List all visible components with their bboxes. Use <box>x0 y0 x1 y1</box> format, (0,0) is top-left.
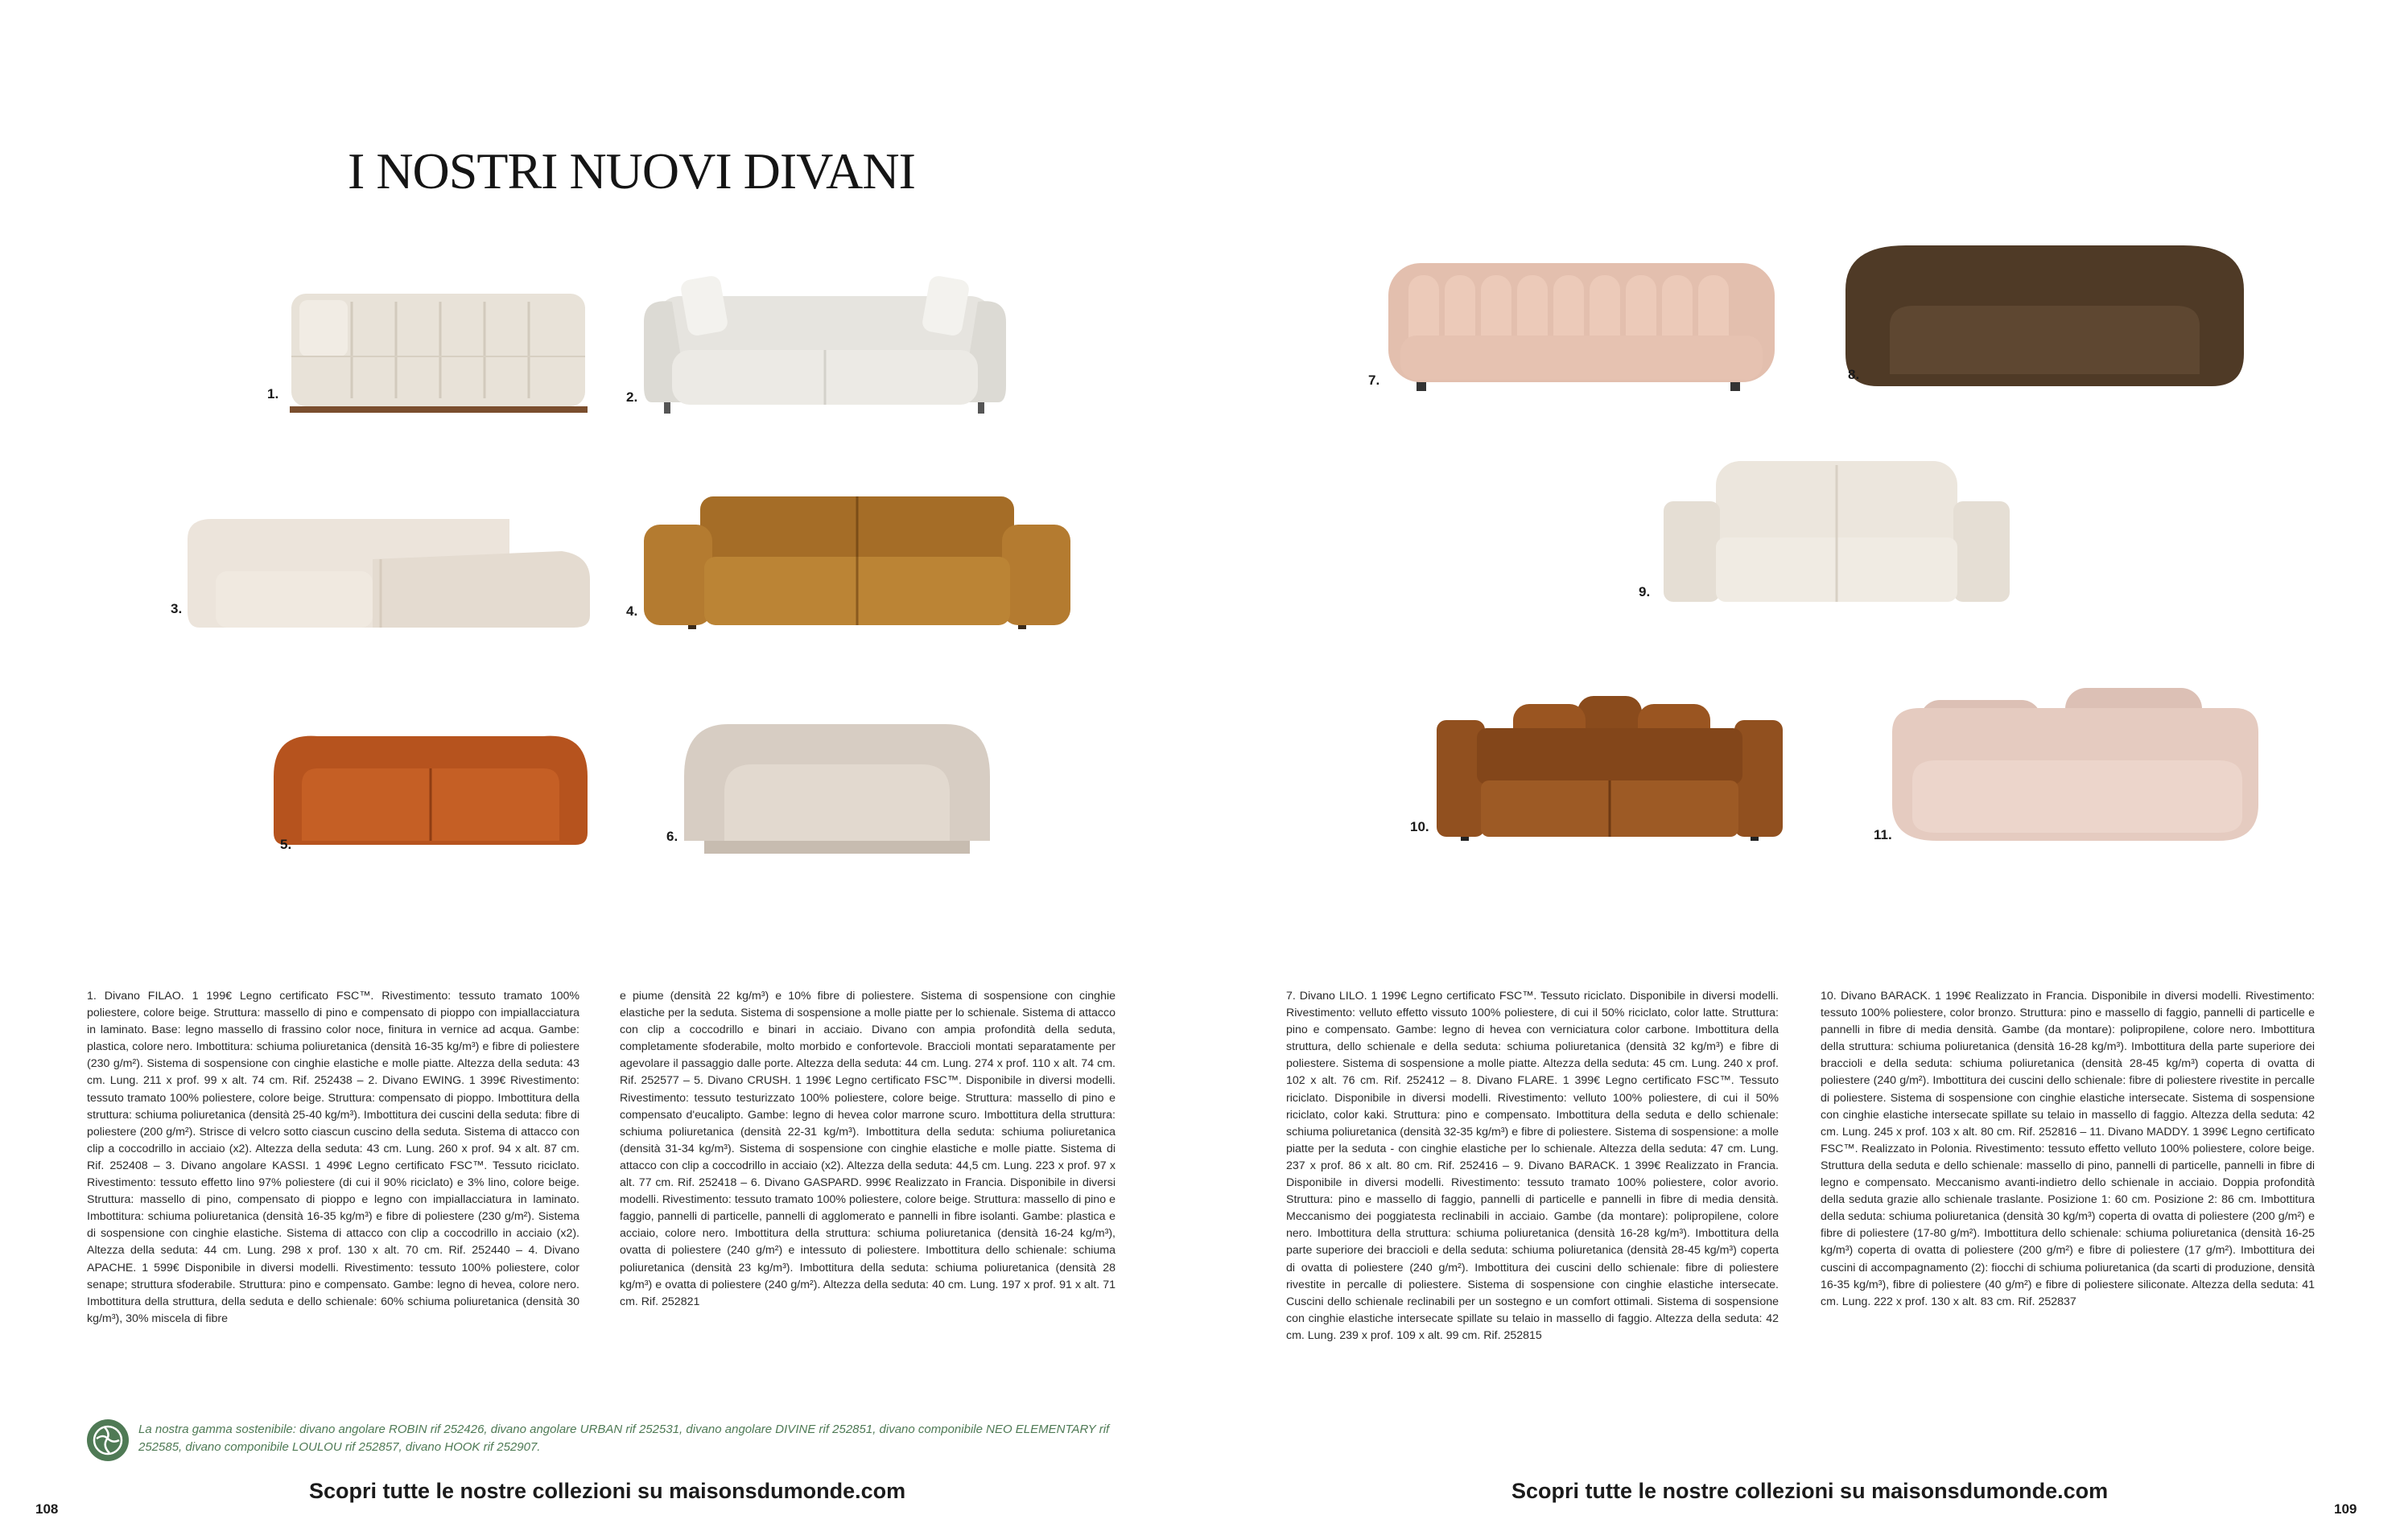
sofa-image-3 <box>184 515 594 632</box>
sofa-number: 3. <box>171 601 183 616</box>
sofa-image-5 <box>270 728 592 849</box>
sofa-number: 7. <box>1368 373 1380 388</box>
sofa-number: 8. <box>1848 367 1860 382</box>
description-column-1 <box>87 988 579 1328</box>
sofa-image-11 <box>1888 684 2262 845</box>
sofa-number: 10. <box>1410 819 1429 834</box>
footer-website-link[interactable]: Scopri tutte le nostre collezioni su maisonsdumonde.com <box>1511 1479 2109 1503</box>
description-text: 1. Divano FILAO. 1 199€ Legno certificato FSC™. Rivestimento: tessuto tramato 100% poliestere, colore beige. Struttura: massello di pino e compensato di pioppo con impiallacciatura in laminato. Base: legno massello di frassino color noce, finitura in vernice ad acqua. Gambe: plastica, colore nero. Imbottitura: schiuma poliuretanica (densità 16-35 kg/m³) e fibre di poliestere (230 g/m²). Sistema di sospensione con cinghie elastiche e molle piatte. Altezza della seduta: 43 cm. Lung. 211 x prof. 99 x alt. 74 cm. Rif. 252438 – 2. Divano EWING. 1 399€ Rivestimento: tessuto tramato 100% poliestere, colore beige. Struttura: compensato di pioppo. Imbottitura della struttura: schiuma poliuretanica (densità 25-40 kg/m³). Imbottitura dei cuscini della seduta: fibre di poliestere (200 g/m²). Strisce di velcro sotto ciascun cuscino della seduta. Sistema di attacco con clip a coccodrillo in acciaio (x2). Altezza della seduta: 43 cm. Lung. 260 x prof. 94 x alt. 87 cm. Rif. 252408 – 3. Divano angolare KASSI. 1 499€ Legno certificato FSC™. Tessuto riciclato. Rivestimento: tessuto effetto lino 97% poliestere (di cui il 90% riciclato) e 3% lino, colore beige. Struttura: massello di pino, compensato di pioppo e legno con impiallacciatura in laminato. Imbottitura: schiuma poliuretanica (densità 16-35 kg/m³) e fibre di poliestere (230 g/m²). Sistema di sospensione con cinghie elastiche. Sistema di attacco con clip a coccodrillo in acciaio (x2). Altezza della seduta: 44 cm. Lung. 298 x prof. 130 x alt. 70 cm. Rif. 252440 – 4. Divano APACHE. 1 599€ Disponibile in diversi modelli. Rivestimento: tessuto 100% poliestere, color senape; struttura sfoderabile. Struttura: pino e compensato. Gambe: legno di hevea, colore nero. Imbottitura della struttura, della seduta e dello schienale: 60% schiuma poliuretanica (densità 30 kg/m³), 30% miscela di fibre <box>87 990 579 1325</box>
sofa-number: 9. <box>1639 584 1651 599</box>
description-text: e piume (densità 22 kg/m³) e 10% fibre di poliestere. Sistema di sospensione con cinghie elastiche per la seduta. Sistema di sospensione a molle piatte per lo schienale. Sistema di attacco con clip a coccodrillo e binari in acciaio. Divano con ampia profondità della seduta, completamente sfoderabile, molto morbido e confortevole. Braccioli montati separatamente per agevolare il passaggio dalle porte. Altezza della seduta: 44 cm. Lung. 274 x prof. 110 x alt. 74 cm. Rif. 252577 – 5. Divano CRUSH. 1 199€ Legno certificato FSC™. Disponibile in diversi modelli. Rivestimento: tessuto testurizzato 100% poliestere, colore beige. Struttura: massello di pino e compensato d'eucalipto. Gambe: legno di hevea color marrone scuro. Imbottitura della struttura: schiuma poliuretanica (densità 22-31 kg/m³). Imbottitura della seduta: schiuma poliuretanica (densità 31-34 kg/m³). Sistema di sospensione con cinghie elastiche e molle piatte. Sistema di attacco con clip a coccodrillo in acciaio (x2). Altezza della seduta: 44,5 cm. Lung. 223 x prof. 97 x alt. 77 cm. Rif. 252418 – 6. Divano GASPARD. 999€ Realizzato in Francia. Disponibile in diversi modelli. Rivestimento: tessuto tramato 100% poliestere, colore beige. Struttura: massello di pino e faggio, pannelli di particelle, pannelli di agglomerato e pannelli in fibre isolanti. Gambe: plastica e acciaio, colore nero. Imbottitura della struttura: schiuma poliuretanica (densità 16-24 kg/m³), ovatta di poliestere (240 g/m²) e intessuto di poliestere. Imbottitura dello schienale: schiuma poliuretanica (densità 23 kg/m³). Imbottitura della seduta: schiuma poliuretanica (densità 28 kg/m³) e ovatta di poliestere (240 g/m²). Altezza della seduta: 40 cm. Lung. 197 x prof. 91 x alt. 71 cm. Rif. 252821 <box>620 990 1116 1308</box>
description-column-3 <box>1286 988 1779 1344</box>
sofa-image-6 <box>680 720 994 855</box>
page-title: I NOSTRI NUOVI DIVANI <box>348 142 915 200</box>
sofa-image-8 <box>1841 241 2248 388</box>
sofa-number: 6. <box>666 829 678 844</box>
sustainable-range-note: La nostra gamma sostenibile: divano angolare ROBIN rif 252426, divano angolare URBAN rif 252531, divano angolare DIVINE rif 252851, divano componibile NEO ELEMENTARY rif 252585, divano componibile LOULOU rif 252857, divano HOOK rif 252907. <box>138 1423 1110 1454</box>
description-column-4 <box>1821 988 2315 1311</box>
globe-leaf-icon <box>87 1419 129 1461</box>
sofa-image-4 <box>640 492 1074 629</box>
footer-website-link[interactable]: Scopri tutte le nostre collezioni su maisonsdumonde.com <box>309 1479 906 1503</box>
sofa-image-10 <box>1433 692 1787 841</box>
description-text: 7. Divano LILO. 1 199€ Legno certificato FSC™. Tessuto riciclato. Disponibile in diversi modelli. Rivestimento: velluto effetto vissuto 100% poliestere, di cui il 50% riciclato, color latte. Struttura: pino e compensato. Gambe: legno di hevea con verniciatura color carbone. Imbottitura della struttura, dello schienale e della seduta: schiuma poliuretanica (densità 32 kg/m³) e fibre di poliestere. Sistema di sospensione a molle piatte. Altezza della seduta: 45 cm. Lung. 240 x prof. 102 x alt. 76 cm. Rif. 252412 – 8. Divano FLARE. 1 399€ Legno certificato FSC™. Tessuto riciclato. Disponibile in diversi modelli. Rivestimento: velluto 100% poliestere, di cui il 50% riciclato, color kaki. Struttura: pino e compensato. Imbottitura della seduta e dello schienale: schiuma poliuretanica (densità 32-35 kg/m³) e fibre di poliestere. Sistema di sospensione: a molle piatte per la seduta - con cinghie elastiche per lo schienale. Altezza della seduta: 47 cm. Lung. 237 x prof. 86 x alt. 80 cm. Rif. 252416 – 9. Divano BARACK. 1 399€ Realizzato in Francia. Disponibile in diversi modelli. Rivestimento: tessuto tramato 100% poliestere, color avorio. Struttura: pino e massello di faggio, pannelli di particelle e pannelli in fibre di media densità. Meccanismo dei poggiatesta reclinabili in acciaio. Gambe (da montare): polipropilene, colore nero. Imbottitura della struttura: schiuma poliuretanica (densità 16-28 kg/m³). Imbottitura della parte superiore dei braccioli e della seduta: schiuma poliuretanica (densità 28-45 kg/m³) coperta di ovatta di poliestere (240 g/m²). Imbottitura dei cuscini dello schienale: fibre di poliestere rivestite in percalle di poliestere. Sistema di sospensione con cinghie elastiche intersecate. Cuscini dello schienale reclinabili per un sostegno e un comfort ottimali. Sistema di sospensione con cinghie elastiche intersecate spillate su telaio in massello di faggio. Altezza della seduta: 42 cm. Lung. 239 x prof. 109 x alt. 99 cm. Rif. 252815 <box>1286 990 1779 1342</box>
sofa-image-1 <box>283 286 593 414</box>
sofa-image-2 <box>640 274 1010 414</box>
sofa-number: 11. <box>1874 827 1892 842</box>
page-number-left: 108 <box>35 1501 59 1517</box>
page-number-right: 109 <box>2334 1501 2357 1517</box>
sofa-number: 4. <box>626 603 638 619</box>
description-column-2 <box>620 988 1116 1311</box>
sofa-number: 5. <box>280 837 292 852</box>
sofa-number: 2. <box>626 389 638 405</box>
sofa-number: 1. <box>267 386 279 401</box>
description-text: 10. Divano BARACK. 1 199€ Realizzato in Francia. Disponibile in diversi modelli. Rivestimento: tessuto 100% poliestere, color bronzo. Struttura: pino e massello di faggio, pannelli di particelle e pannelli in fibre di media densità. Gambe (da montare): polipropilene, colore nero. Imbottitura della struttura: schiuma poliuretanica (densità 16-28 kg/m³). Imbottitura della parte superiore dei braccioli e della seduta: schiuma poliuretanica (densità 28-45 kg/m³) coperta di ovatta di poliestere (240 g/m²). Imbottitura dei cuscini dello schienale: fibre di poliestere rivestite in percalle di poliestere. Sistema di sospensione con cinghie elastiche intersecate. Sistema di sospensione con cinghie elastiche intersecate spillate su telaio in massello di faggio. Altezza della seduta: 42 cm. Lung. 245 x prof. 103 x alt. 80 cm. Rif. 252816 – 11. Divano MADDY. 1 399€ Legno certificato FSC™. Realizzato in Polonia. Rivestimento: tessuto effetto velluto 100% poliestere, colore beige. Struttura della seduta e dello schienale: massello di pino, pannelli di particelle, pannelli in fibre di legno e compensato. Meccanismo avanti-indietro dello schienale in acciaio. Doppia profondità della seduta grazie allo schienale traslante. Posizione 1: 60 cm. Posizione 2: 86 cm. Imbottitura della seduta: schiuma poliuretanica (densità 30 kg/m³) coperta di ovatta di poliestere (200 g/m²) e fibre di poliestere (17-80 g/m²). Imbottitura dello schienale: schiuma poliuretanica (densità 16-25 kg/m³) coperta di ovatta di poliestere (200 g/m²) e fibre di poliestere (17 g/m²). Imbottitura dei cuscini di accompagnamento (2): fiocchi di schiuma poliuretanica (da scarti di produzione, densità 16-35 kg/m³), fibre di poliestere (40 g/m²) e fibre di poliestere siliconate. Altezza della seduta: 41 cm. Lung. 222 x prof. 130 x alt. 83 cm. Rif. 252837 <box>1821 990 2315 1308</box>
sofa-image-7 <box>1384 259 1779 392</box>
sofa-image-9 <box>1660 457 2014 606</box>
